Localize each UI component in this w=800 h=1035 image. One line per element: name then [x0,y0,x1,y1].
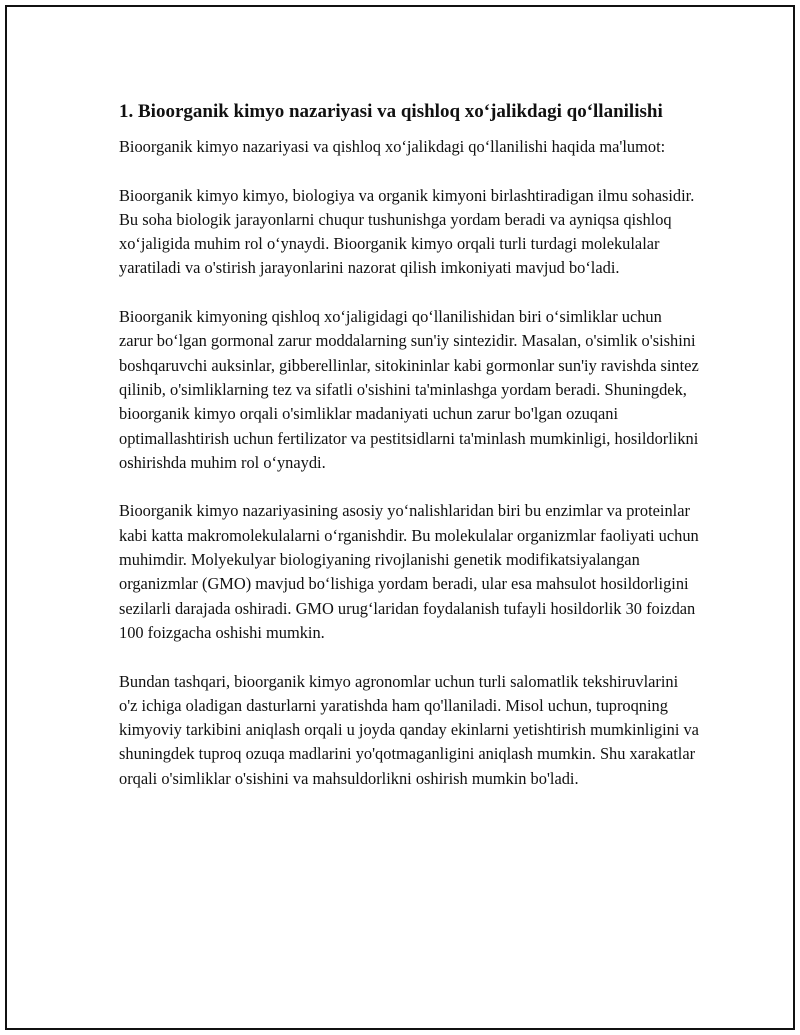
paragraph-macromolecules: Bioorganik kimyo nazariyasining asosiy yo‘nalishlaridan biri bu enzimlar va proteinlar kabi katta makromolekulalarni o‘rganishdir. Bu molekulalar organizmlar faoliyati uchun muhimdir. Molyekulyar biologiyaning rivojlanishi genetik modifikatsiyalangan organizmlar (GMO) mavjud bo‘lishiga yordam beradi, ular esa mahsulot hosildorligini sezilarli darajada oshiradi. GMO urug‘laridan foydalanish tufayli hosildorlik 30 foizdan 100 foizgacha oshishi mumkin. [119,501,699,642]
paragraph-intro: Bioorganik kimyo nazariyasi va qishloq xo‘jalikdagi qo‘llanilishi haqida ma'lumot: [119,137,666,156]
paragraph-hormones: Bioorganik kimyoning qishloq xo‘jaligidagi qo‘llanilishidan biri o‘simliklar uchun zarur bo‘lgan gormonal zarur moddalarning sun'iy sintezidir. Masalan, o'simlik o'sishini boshqaruvchi auksinlar, gibberellinlar, sitokininlar kabi gormonlar sun'iy ravishda sintez qilinib, o'simliklarning tez va sifatli o'sishini ta'minlashga yordam beradi. Shuningdek, bioorganik kimyo orqali o'simliklar madaniyati uchun zarur bo'lgan ozuqani optimallashtirish uchun fertilizator va pestitsidlarni ta'minlash mumkinligi, hosildorlikni oshirishda muhim rol o‘ynaydi. [119,307,699,472]
paragraph-agronomy: Bundan tashqari, bioorganik kimyo agronomlar uchun turli salomatlik tekshiruvlarini o'z ichiga oladigan dasturlarni yaratishda ham qo'llaniladi. Misol uchun, tuproqning kimyoviy tarkibini aniqlash orqali u joyda qanday ekinlarni yetishtirish mumkinligini va shuningdek tuproq ozuqa madlarini yo'qotmaganligini aniqlash mumkin. Shu xarakatlar orqali o'simliklar o'sishini va mahsuldorlikni oshirish mumkin bo'ladi. [119,671,699,788]
document-body [119,99,699,815]
page-frame [5,5,795,1030]
paragraph-definition: Bioorganik kimyo kimyo, biologiya va organik kimyoni birlashtiradigan ilmu sohasidir. Bu soha biologik jarayonlarni chuqur tushunishga yordam beradi va ayniqsa qishloq xo‘jaligida muhim rol o‘ynaydi. Bioorganik kimyo orqali turli turdagi molekulalar yaratiladi va o'stirish jarayonlarini nazorat qilish imkoniyati mavjud bo‘ladi. [119,185,695,278]
document-title: 1. Bioorganik kimyo nazariyasi va qishloq xo‘jalikdagi qo‘llanilishi [119,101,663,122]
